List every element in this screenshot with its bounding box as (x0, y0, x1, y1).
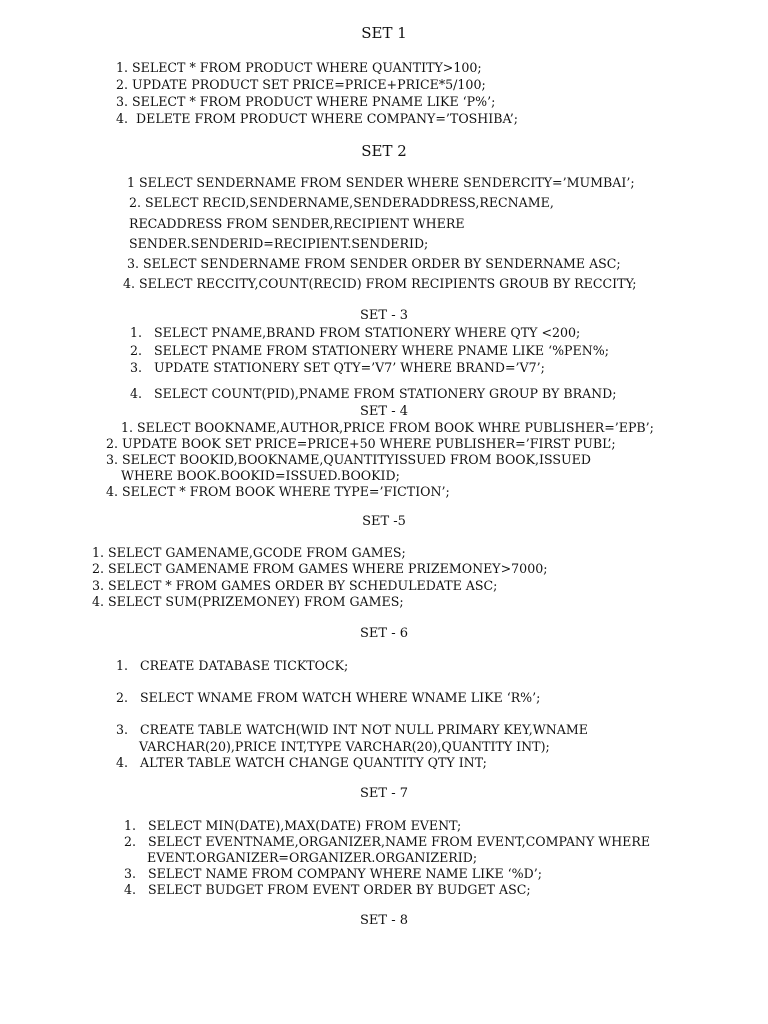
set6-item-1: 1. CREATE DATABASE TICKTOCK; (116, 658, 349, 673)
set3-item-3: 3. UPDATE STATIONERY SET QTY=’V7’ WHERE BRAND=’V7’; (130, 360, 545, 375)
set7-item-1: 1. SELECT MIN(DATE),MAX(DATE) FROM EVENT; (124, 818, 462, 833)
set2-line-2: 2. SELECT RECID,SENDERNAME,SENDERADDRESS,RECNAME, (129, 195, 554, 210)
set1-item-4: 4. DELETE FROM PRODUCT WHERE COMPANY=’TOSHIBA’; (116, 111, 518, 126)
set6-title: SET - 6 (360, 626, 408, 641)
set4-line-3: 3. SELECT BOOKID,BOOKNAME,QUANTITYISSUED FROM BOOK,ISSUED (106, 452, 591, 467)
set1-item-3: 3. SELECT * FROM PRODUCT WHERE PNAME LIKE ‘P%’; (116, 94, 496, 109)
set8-title: SET - 8 (360, 913, 408, 928)
set6-item-4: 4. ALTER TABLE WATCH CHANGE QUANTITY QTY INT; (116, 755, 487, 770)
set6-item-2: 2. SELECT WNAME FROM WATCH WHERE WNAME LIKE ‘R%’; (116, 690, 541, 705)
set5-line-2: 2. SELECT GAMENAME FROM GAMES WHERE PRIZEMONEY>7000; (92, 561, 548, 576)
set2-line-3: RECADDRESS FROM SENDER,RECIPIENT WHERE (129, 216, 465, 231)
set1-title: SET 1 (361, 24, 407, 42)
set5-line-1: 1. SELECT GAMENAME,GCODE FROM GAMES; (92, 545, 406, 560)
set4-title: SET - 4 (360, 404, 408, 419)
set3-item-4: 4. SELECT COUNT(PID),PNAME FROM STATIONERY GROUP BY BRAND; (130, 386, 617, 401)
set2-line-1: 1 SELECT SENDERNAME FROM SENDER WHERE SENDERCITY=’MUMBAI’; (127, 175, 635, 190)
set3-item-1: 1. SELECT PNAME,BRAND FROM STATIONERY WHERE QTY <200; (130, 325, 581, 340)
set1-item-2: 2. UPDATE PRODUCT SET PRICE=PRICE+PRICE*5/100; (116, 77, 486, 92)
set7-title: SET - 7 (360, 786, 408, 801)
set1-item-1: 1. SELECT * FROM PRODUCT WHERE QUANTITY>100; (116, 60, 482, 75)
set7-item-4: 4. SELECT BUDGET FROM EVENT ORDER BY BUDGET ASC; (124, 882, 531, 897)
set2-line-5: 3. SELECT SENDERNAME FROM SENDER ORDER BY SENDERNAME ASC; (127, 256, 621, 271)
set5-line-4: 4. SELECT SUM(PRIZEMONEY) FROM GAMES; (92, 594, 404, 609)
set6-item-3: 3. CREATE TABLE WATCH(WID INT NOT NULL PRIMARY KEY,WNAME (116, 722, 588, 737)
set2-title: SET 2 (361, 142, 407, 160)
set3-title: SET - 3 (360, 308, 408, 323)
set7-item-2-cont: EVENT.ORGANIZER=ORGANIZER.ORGANIZERID; (147, 850, 478, 865)
set4-line-5: 4. SELECT * FROM BOOK WHERE TYPE=’FICTION’; (106, 484, 450, 499)
set7-item-3: 3. SELECT NAME FROM COMPANY WHERE NAME LIKE ‘%D’; (124, 866, 542, 881)
set5-title: SET -5 (362, 514, 406, 529)
set2-line-4: SENDER.SENDERID=RECIPIENT.SENDERID; (129, 236, 429, 251)
set7-item-2: 2. SELECT EVENTNAME,ORGANIZER,NAME FROM EVENT,COMPANY WHERE (124, 834, 651, 849)
set4-line-1: 1. SELECT BOOKNAME,AUTHOR,PRICE FROM BOOK WHRE PUBLISHER=’EPB’; (121, 420, 654, 435)
set4-line-4: WHERE BOOK.BOOKID=ISSUED.BOOKID; (121, 468, 400, 483)
set6-item-3-cont: VARCHAR(20),PRICE INT,TYPE VARCHAR(20),QUANTITY INT); (139, 739, 550, 754)
set5-line-3: 3. SELECT * FROM GAMES ORDER BY SCHEDULEDATE ASC; (92, 578, 498, 593)
set4-line-2: 2. UPDATE BOOK SET PRICE=PRICE+50 WHERE PUBLISHER=’FIRST PUBL’; (106, 436, 616, 451)
set3-item-2: 2. SELECT PNAME FROM STATIONERY WHERE PNAME LIKE ‘%PEN%; (130, 343, 609, 358)
set2-line-6: 4. SELECT RECCITY,COUNT(RECID) FROM RECIPIENTS GROUB BY RECCITY; (123, 276, 637, 291)
